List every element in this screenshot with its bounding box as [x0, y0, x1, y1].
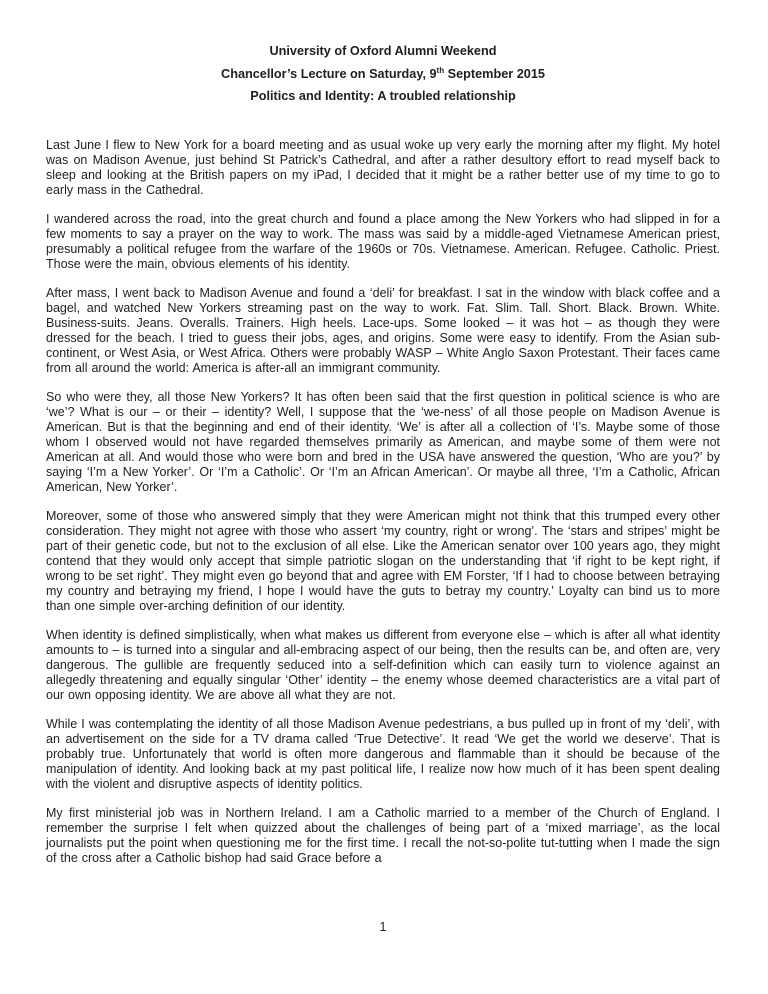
title-line-2-prefix: Chancellor’s Lecture on Saturday, 9	[221, 66, 437, 81]
title-line-2-ordinal: th	[436, 65, 445, 75]
title-line-3: Politics and Identity: A troubled relationship	[250, 89, 516, 103]
paragraph-1: Last June I flew to New York for a board meeting and as usual woke up very early the morning after my flight. My hotel was on Madison Avenue, just behind St Patrick’s Cathedral, and after a rather desultory effort to read myself back to sleep and looking at the British papers on my iPad, I decided that it might be a rather better use of my time to go to early mass in the Cathedral.	[46, 137, 720, 197]
page-number: 1	[379, 920, 387, 934]
title-line-1: University of Oxford Alumni Weekend	[269, 44, 497, 58]
paragraph-2: I wandered across the road, into the great church and found a place among the New Yorkers who had slipped in for a few moments to say a prayer on the way to work. The mass was said by a middle-aged Vietnamese American priest, presumably a political refugee from the warfare of the 1960s or 70s. Vietnamese. American. Refugee. Catholic. Priest. Those were the main, obvious elements of his identity.	[46, 211, 720, 271]
document-content	[46, 40, 720, 880]
paragraph-3: After mass, I went back to Madison Avenue and found a ‘deli’ for breakfast. I sat in the window with black coffee and a bagel, and watched New Yorkers streaming past on the way to work. Fat. Slim. Tall. Short. Black. Brown. White. Business-suits. Jeans. Overalls. Trainers. High heels. Lace-ups. Some looked – it was hot – as though they were dressed for the beach. I tried to guess their jobs, ages, and origins. Some were easy to identify. From the Asian sub-continent, or West Asia, or West Africa. Others were probably WASP – White Anglo Saxon Protestant. Their faces came from all around the world: America is after-all an immigrant community.	[46, 285, 720, 375]
paragraph-6: When identity is defined simplistically, when what makes us different from everyone else – which is after all what identity amounts to – is turned into a singular and all-embracing aspect of our being, then the results can be, and often are, very dangerous. The gullible are frequently seduced into a self-definition which can easily turn to violence against an allegedly threatening and equally singular ‘Other’ identity – the enemy whose deemed characteristics are a vital part of our own opposing identity. We are above all what they are not.	[46, 627, 720, 702]
paragraph-8: My first ministerial job was in Northern Ireland. I am a Catholic married to a member of the Church of England. I remember the surprise I felt when quizzed about the challenges of being part of a ‘mixed marriage’, as the local journalists put the point when questioning me for the first time. I recall the not-so-polite tut-tutting when I made the sign of the cross after a Catholic bishop had said Grace before a	[46, 805, 720, 865]
document-body	[46, 138, 720, 866]
document-header	[46, 40, 720, 108]
paragraph-4: So who were they, all those New Yorkers? It has often been said that the first question in political science is who are ‘we’? What is our – or their – identity? Well, I suppose that the ‘we-ness’ of all those people on Madison Avenue is American. But is that the beginning and end of their identity. ‘We’ is after all a collection of ‘I’s. Maybe some of those whom I observed would not have regarded themselves primarily as American, and maybe some of them were not American at all. And would those who were born and bred in the USA have answered the question, ‘Who are you?’ by saying ‘I’m a New Yorker’. Or ‘I’m a Catholic’. Or ‘I’m an African American’. Or maybe all three, ‘I’m a Catholic, African American, New Yorker’.	[46, 389, 720, 494]
title-line-2	[46, 63, 720, 86]
title-line-2-suffix: September 2015	[444, 66, 545, 81]
paragraph-5: Moreover, some of those who answered simply that they were American might not think that this trumped every other consideration. They might not agree with those who assert ‘my country, right or wrong’. The ‘stars and stripes’ might be part of their genetic code, but not to the exclusion of all else. Like the American senator over 100 years ago, they might contend that they would only accept that simple patriotic slogan on the understanding that ‘if right to be kept right, if wrong to be set right’. They might even go beyond that and agree with EM Forster, ‘If I had to choose between betraying my country and betraying my friend, I hope I would have the guts to betray my country.’ Loyalty can bind us to more than one simple over-arching definition of our identity.	[46, 508, 720, 613]
paragraph-7: While I was contemplating the identity of all those Madison Avenue pedestrians, a bus pulled up in front of my ‘deli’, with an advertisement on the side for a TV drama called ‘True Detective’. It read ‘We get the world we deserve’. That is probably true. Unfortunately that world is often more dangerous and flammable than it should be because of the manipulation of identity. And looking back at my past political life, I realize now how much of it has been spent dealing with the violent and disruptive aspects of identity politics.	[46, 716, 720, 791]
